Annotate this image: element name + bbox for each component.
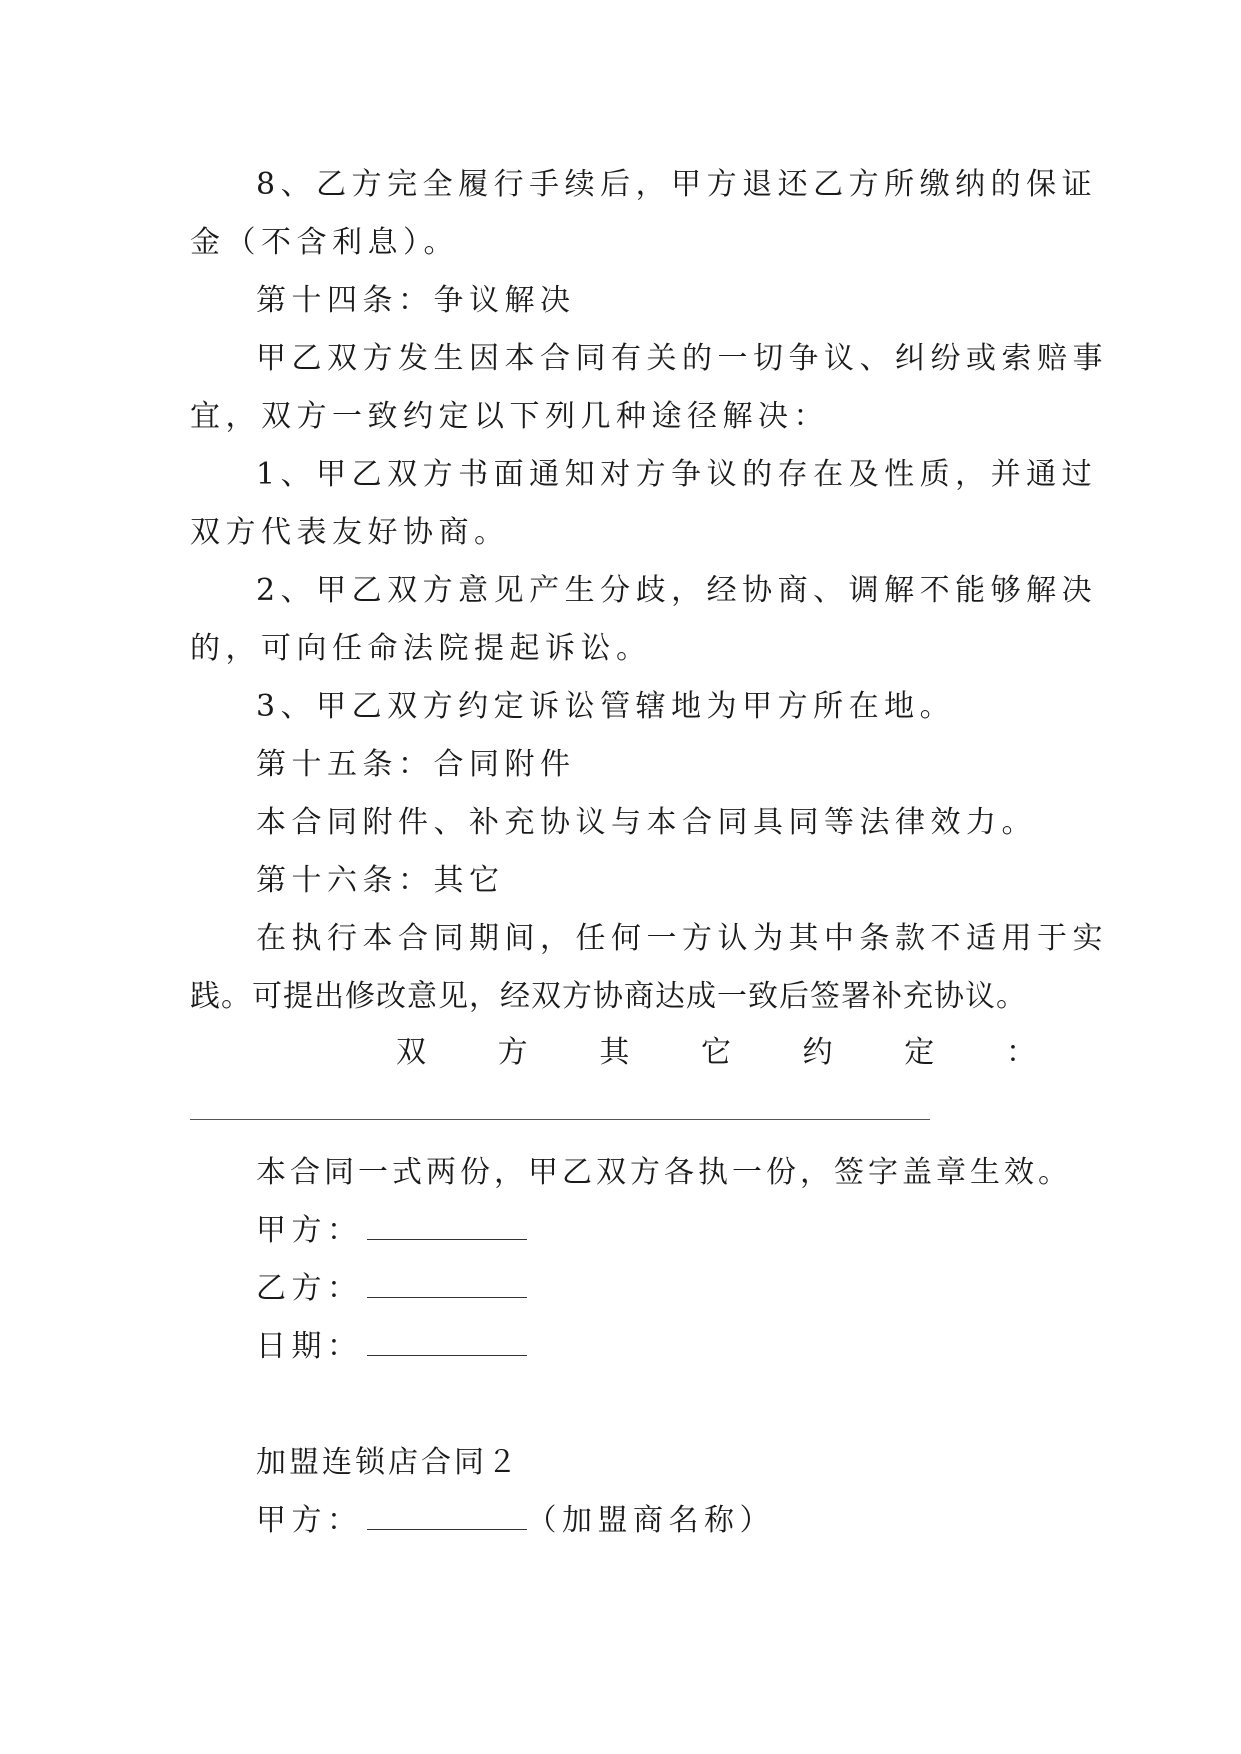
party-a-signature-row	[256, 1211, 527, 1251]
article-14-intro-line-2: 宜，双方一致约定以下列几种途径解决：	[190, 399, 829, 434]
other-terms-char: ：	[1005, 1035, 1036, 1070]
article-14-heading: 第十四条：争议解决	[256, 283, 576, 318]
date-signature-row	[256, 1327, 527, 1367]
article-14-item-1-line-2: 双方代表友好协商。	[190, 515, 510, 550]
second-contract-party-a-row	[256, 1501, 775, 1541]
article-16-body-line-2: 践。可提出修改意见，经双方协商达成一致后签署补充协议。	[190, 979, 1027, 1014]
article-14-item-2-line-2: 的，可向任命法院提起诉讼。	[190, 631, 652, 666]
party-a-label: 甲方：	[256, 1213, 363, 1248]
second-party-a-label: 甲方：	[256, 1503, 363, 1538]
other-terms-char: 其	[599, 1035, 630, 1070]
other-terms-blank-rule	[190, 1119, 930, 1120]
second-party-a-note: （加盟商名称）	[526, 1503, 775, 1538]
copies-clause: 本合同一式两份，甲乙双方各执一份，签字盖章生效。	[256, 1155, 1072, 1190]
article-16-body-line-1: 在执行本合同期间，任何一方认为其中条款不适用于实	[256, 921, 1108, 956]
article-14-intro-line-1: 甲乙双方发生因本合同有关的一切争议、纠纷或索赔事	[256, 341, 1108, 376]
article-14-item-2-line-1: 2、甲乙双方意见产生分歧，经协商、调解不能够解决	[256, 573, 1098, 608]
party-a-blank	[367, 1211, 527, 1240]
article-16-heading: 第十六条：其它	[256, 863, 505, 898]
party-b-signature-row	[256, 1269, 527, 1309]
article-15-heading: 第十五条：合同附件	[256, 747, 576, 782]
other-terms-char: 定	[904, 1035, 935, 1070]
party-b-label: 乙方：	[256, 1271, 363, 1306]
party-b-blank	[367, 1269, 527, 1298]
article-14-item-3: 3、甲乙双方约定诉讼管辖地为甲方所在地。	[256, 689, 956, 724]
article-14-item-1-line-1: 1、甲乙双方书面通知对方争议的存在及性质，并通过	[256, 457, 1098, 492]
clause-8-line-1: 8、乙方完全履行手续后，甲方退还乙方所缴纳的保证	[256, 167, 1098, 202]
other-terms-char: 双	[396, 1035, 426, 1070]
second-party-a-blank	[367, 1501, 527, 1530]
other-terms-char: 方	[497, 1035, 528, 1070]
date-blank	[367, 1327, 527, 1356]
other-terms-char: 它	[700, 1035, 731, 1070]
date-label: 日期：	[256, 1329, 363, 1364]
article-15-body: 本合同附件、补充协议与本合同具同等法律效力。	[256, 805, 1037, 840]
other-terms-heading	[396, 1033, 1036, 1073]
second-contract-title: 加盟连锁店合同２	[256, 1445, 520, 1480]
other-terms-char: 约	[802, 1035, 833, 1070]
clause-8-line-2: 金（不含利息）。	[190, 225, 459, 260]
